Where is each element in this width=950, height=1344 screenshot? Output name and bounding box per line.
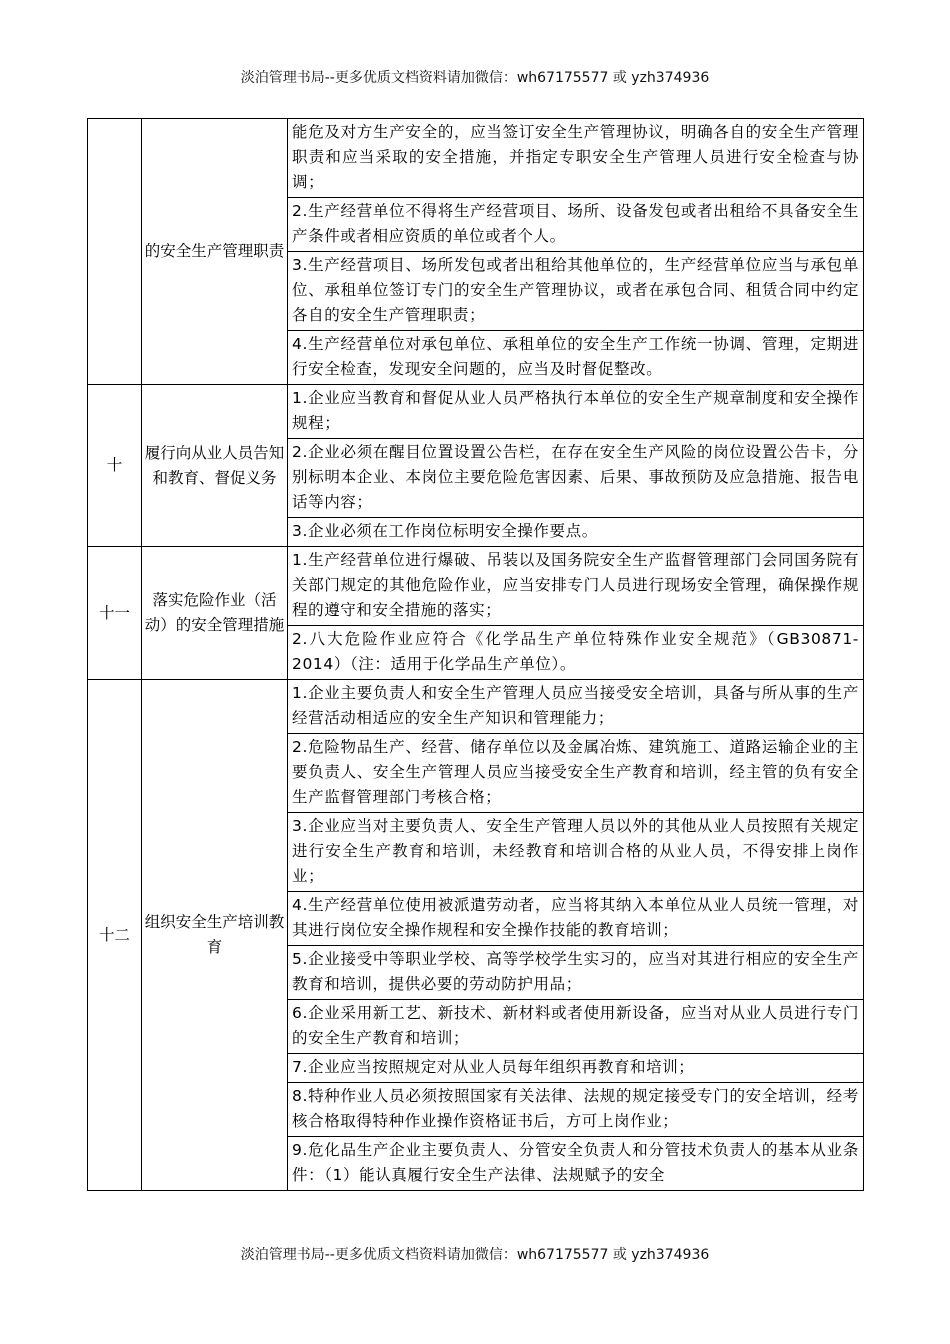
list-item: 2.危险物品生产、经营、储存单位以及金属冶炼、建筑施工、道路运输企业的主要负责人、安全生产管理人员应当接受安全生产教育和培训，经主管的负有安全生产监督管理部门考核合格； <box>288 734 863 813</box>
list-item: 6.企业采用新工艺、新技术、新材料或者使用新设备，应当对从业人员进行专门的安全生产教育和培训； <box>288 1000 863 1054</box>
list-item: 4.生产经营单位对承包单位、承租单位的安全生产工作统一协调、管理，定期进行安全检查，发现安全问题的，应当及时督促整改。 <box>292 335 859 378</box>
list-item: 1.企业主要负责人和安全生产管理人员应当接受安全培训，具备与所从事的生产经营活动相适应的安全生产知识和管理能力； <box>288 680 863 734</box>
list-item: 8.特种作业人员必须按照国家有关法律、法规的规定接受专门的安全培训，经考核合格取得特种作业操作资格证书后，方可上岗作业； <box>288 1083 863 1137</box>
row-items <box>288 680 864 1191</box>
list-item: 4.生产经营单位使用被派遣劳动者，应当将其纳入本单位从业人员统一管理，对其进行岗位安全操作规程和安全操作技能的教育培训； <box>288 892 863 946</box>
list-item: 2.生产经营单位不得将生产经营项目、场所、设备发包或者出租给不具备安全生产条件或者相应资质的单位或者个人。 <box>288 198 863 252</box>
page-header: 淡泊管理书局--更多优质文档资料请加微信：wh67175577 或 yzh374936 <box>240 70 710 86</box>
row-title: 履行向从业人员告知和教育、督促义务 <box>142 385 288 547</box>
row-number: 十 <box>88 385 142 547</box>
list-item: 1.生产经营单位进行爆破、吊装以及国务院安全生产监督管理部门会同国务院有关部门规定的其他危险作业，应当安排专门人员进行现场安全管理，确保操作规程的遵守和安全措施的落实； <box>288 547 863 626</box>
list-item: 能危及对方生产安全的，应当签订安全生产管理协议，明确各自的安全生产管理职责和应当采取的安全措施，并指定专职安全生产管理人员进行安全检查与协调； <box>288 119 863 198</box>
row-number: 十一 <box>88 547 142 680</box>
row-items <box>288 385 864 547</box>
list-item: 3.企业应当对主要负责人、安全生产管理人员以外的其他从业人员按照有关规定进行安全生产教育和培训，未经教育和培训合格的从业人员，不得安排上岗作业； <box>288 813 863 892</box>
row-title: 组织安全生产培训教育 <box>142 680 288 1191</box>
row-number <box>88 119 142 385</box>
table-row <box>88 119 864 385</box>
list-item: 7.企业应当按照规定对从业人员每年组织再教育和培训； <box>288 1054 863 1083</box>
list-item: 3.企业必须在工作岗位标明安全操作要点。 <box>292 522 598 540</box>
list-item: 1.企业应当教育和督促从业人员严格执行本单位的安全生产规章制度和安全操作规程； <box>288 385 863 439</box>
responsibility-table <box>87 118 864 1191</box>
page-footer: 淡泊管理书局--更多优质文档资料请加微信：wh67175577 或 yzh374936 <box>240 1247 710 1263</box>
list-item: 9.危化品生产企业主要负责人、分管安全负责人和分管技术负责人的基本从业条件：（1）能认真履行安全生产法律、法规赋予的安全 <box>292 1141 859 1184</box>
list-item: 5.企业接受中等职业学校、高等学校学生实习的，应当对其进行相应的安全生产教育和培训，提供必要的劳动防护用品； <box>288 946 863 1000</box>
row-title: 落实危险作业（活动）的安全管理措施 <box>142 547 288 680</box>
table-row <box>88 385 864 547</box>
row-number: 十二 <box>88 680 142 1191</box>
table-row <box>88 547 864 680</box>
row-items <box>288 547 864 680</box>
row-items <box>288 119 864 385</box>
row-title: 的安全生产管理职责 <box>142 119 288 385</box>
list-item: 2.企业必须在醒目位置设置公告栏，在存在安全生产风险的岗位设置公告卡，分别标明本企业、本岗位主要危险危害因素、后果、事故预防及应急措施、报告电话等内容； <box>288 439 863 518</box>
list-item: 3.生产经营项目、场所发包或者出租给其他单位的，生产经营单位应当与承包单位、承租单位签订专门的安全生产管理协议，或者在承包合同、租赁合同中约定各自的安全生产管理职责； <box>288 252 863 331</box>
table-row <box>88 680 864 1191</box>
list-item: 2.八大危险作业应符合《化学品生产单位特殊作业安全规范》（GB30871-2014）（注：适用于化学品生产单位）。 <box>292 630 859 673</box>
